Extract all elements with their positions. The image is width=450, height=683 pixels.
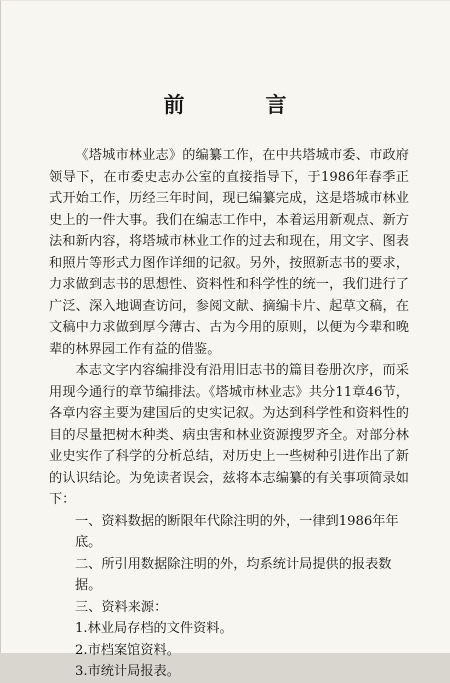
paragraph-1: 《塔城市林业志》的编纂工作，在中共塔城市委、市政府领导下，在市委史志办公室的直接指导下，于1986年春季正式开始工作，历经三年时间，现已编纂完成，这是塔城市林业史上的一件大事。我们在编志工作中，本着运用新观点、新方法和新内容，将塔城市林业工作的过去和现在，用文字、图表和照片等形式力图作详细的记叙。另外，按照新志书的要求，力求做到志书的思想性、资料性和科学性的统一，我们进行了广泛、深入地调查访问，参阅文献、摘编卡片、起草文稿，在文稿中力求做到厚今薄古、古为今用的原则，以便为今辈和晚辈的林界园工作有益的借鉴。 xyxy=(49,148,409,357)
body-text xyxy=(49,145,409,683)
note-2: 二、所引用数据除注明的外，均系统计局提供的报表数据。 xyxy=(75,556,392,593)
source-1: 1.林业局存档的文件资料。 xyxy=(75,621,233,636)
page-title: 前 言 xyxy=(163,92,317,117)
note-3: 三、资料来源： xyxy=(75,599,168,615)
note-1: 一、资料数据的断限年代除注明的外，一律到1986年年底。 xyxy=(75,513,399,550)
source-3: 3.市统计局报表。 xyxy=(75,664,180,679)
paragraph-2: 本志文字内容编排没有沿用旧志书的篇目卷册次序，而采用现今通行的章节编排法。《塔城市林业志》共分11章46节，各章内容主要为建国后的史实记叙。为达到科学性和资料性的目的尽量把树木种类、病虫害和林业资源搜罗齐全。对部分林业史实作了科学的分析总结，对历史上一些树种引进作出了新的认识结论。为免读者误会，兹将本志编纂的有关事项简录如下： xyxy=(49,363,409,507)
source-2: 2.市档案馆资料。 xyxy=(75,642,180,658)
